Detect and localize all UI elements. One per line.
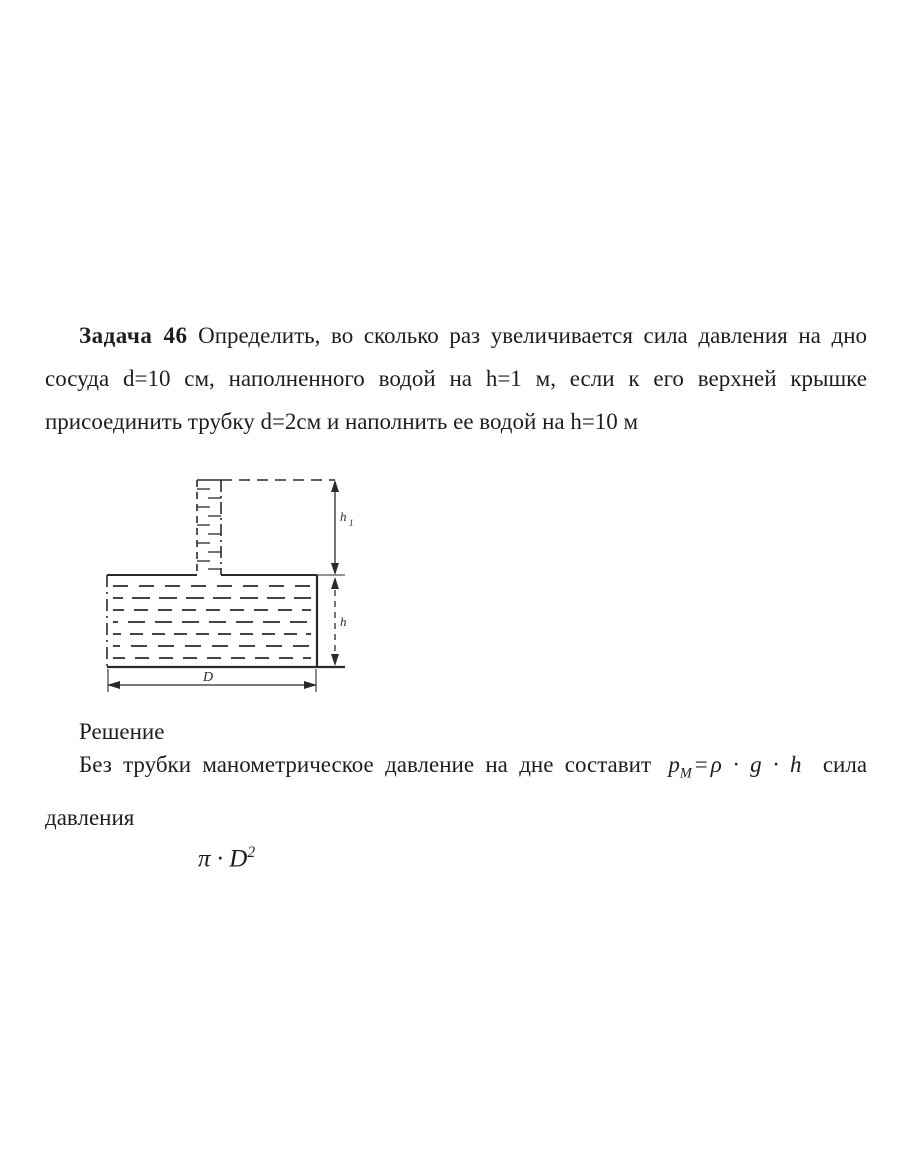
vessel-diagram	[93, 465, 363, 705]
dimension-diameter	[107, 669, 317, 692]
formula-fragment	[198, 838, 255, 874]
fragment-exponent: 2	[247, 844, 256, 861]
vessel-height-label: h	[340, 614, 347, 629]
solution-paragraph	[45, 743, 867, 839]
problem-number: Задача 46	[79, 323, 188, 348]
vessel-outline	[107, 575, 345, 667]
dimension-vessel-height	[331, 577, 347, 666]
formula-lhs-subscript: M	[679, 765, 692, 782]
fragment-numerator: π · D	[198, 845, 248, 873]
problem-text: Определить, во сколько раз увеличивается сила давления на дно сосуда d=10 см, наполненного водой на h=1 м, если к его верхней крышке присоединить трубку d=2см и наполнить ее водой на h=10 м	[45, 323, 868, 434]
vessel-water-hatching	[113, 586, 311, 658]
formula-manometric-pressure	[668, 752, 802, 782]
problem-statement	[45, 314, 867, 443]
formula-rhs: ρ · g · h	[710, 752, 802, 777]
solution-intro: Без трубки манометрическое давление на дне составит	[79, 752, 651, 777]
dimension-tube-height	[221, 480, 354, 575]
formula-lhs: p	[668, 752, 680, 777]
tube-height-label-sub: 1	[349, 518, 354, 528]
vessel-diagram-sketch	[93, 465, 363, 705]
tube-height-label: h	[340, 509, 347, 524]
solution-outro: сила давления	[45, 752, 868, 830]
solution-heading: Решение	[79, 719, 165, 744]
diameter-label: D	[203, 670, 214, 685]
formula-equals: =	[694, 752, 708, 777]
tube-water-hatching	[197, 489, 221, 569]
